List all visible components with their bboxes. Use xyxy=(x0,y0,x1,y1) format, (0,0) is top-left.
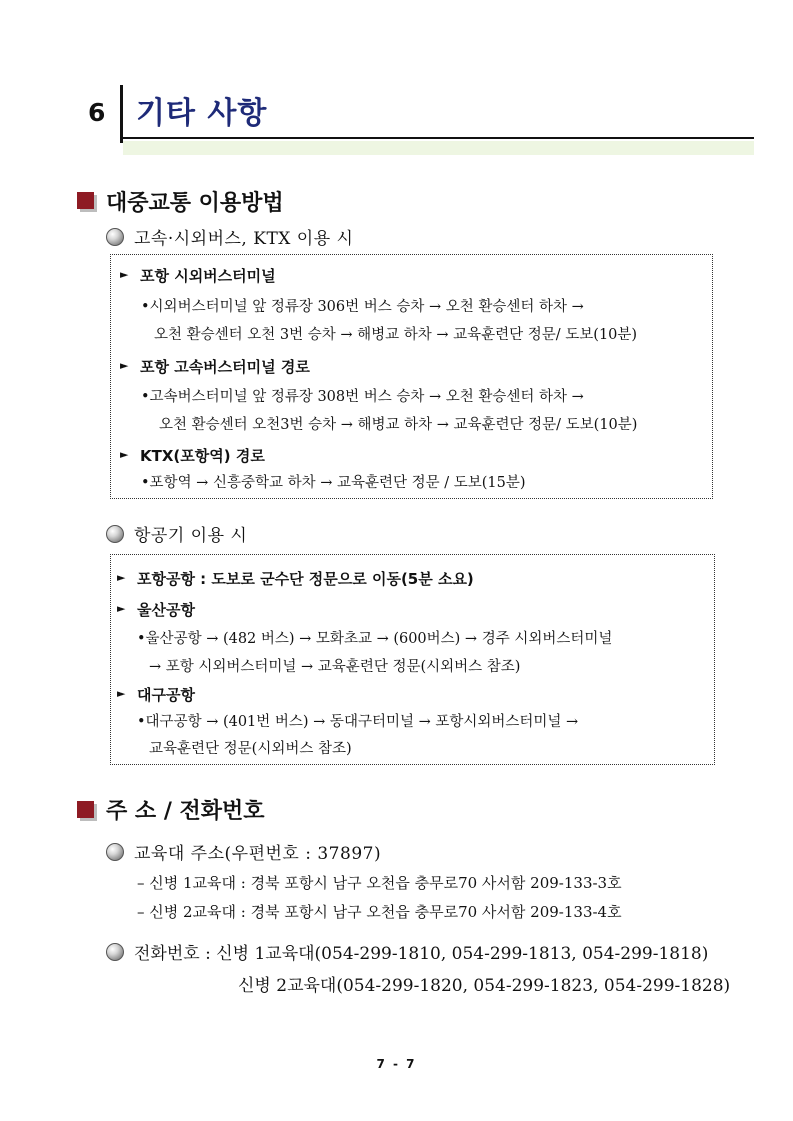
bullet-ball-icon xyxy=(106,943,124,961)
route-line: 오천 환승센터 오천3번 승차 → 해병교 하차 → 교육훈련단 정문/ 도보(10분) xyxy=(159,417,638,433)
address-line: – 신병 2교육대 : 경북 포항시 남구 오천읍 충무로70 사서함 209-133-4호 xyxy=(137,903,622,921)
address-line: – 신병 1교육대 : 경북 포항시 남구 오천읍 충무로70 사서함 209-133-3호 xyxy=(137,874,622,892)
route-line: → 포항 시외버스터미널 → 교육훈련단 정문(시외버스 참조) xyxy=(149,659,521,675)
route-line: •울산공항 → (482 버스) → 모화초교 → (600버스) → 경주 시외버스터미널 xyxy=(137,631,613,647)
route-line: •시외버스터미널 앞 정류장 306번 버스 승차 → 오천 환승센터 하차 → xyxy=(141,299,584,315)
triangle-bullet-icon: ► xyxy=(120,448,129,461)
address-label: 교육대 주소(우편번호 : 37897) xyxy=(134,844,382,864)
route-title: 포항 고속버스터미널 경로 xyxy=(140,358,310,376)
bullet-ball-icon xyxy=(106,843,124,861)
triangle-bullet-icon: ► xyxy=(120,268,129,281)
chapter-divider xyxy=(120,85,123,143)
phone-line-2: 신병 2교육대(054-299-1820, 054-299-1823, 054-299-1828) xyxy=(238,976,731,996)
bullet-ball-icon xyxy=(106,228,124,246)
route-title: 울산공항 xyxy=(137,601,195,619)
route-line: 오천 환승센터 오천 3번 승차 → 해병교 하차 → 교육훈련단 정문/ 도보(10분) xyxy=(154,327,638,343)
chapter-band xyxy=(123,141,754,155)
section-title-contact: 주 소 / 전화번호 xyxy=(106,799,265,824)
chapter-underline xyxy=(120,137,754,139)
route-title: 포항 시외버스터미널 xyxy=(140,267,276,285)
triangle-bullet-icon: ► xyxy=(117,571,126,584)
section-marker-icon xyxy=(77,192,94,209)
route-line: •포항역 → 신흥중학교 하차 → 교육훈련단 정문 / 도보(15분) xyxy=(141,475,526,491)
page-number: 7 - 7 xyxy=(376,1057,417,1071)
subsection-title-bus: 고속·시외버스, KTX 이용 시 xyxy=(134,229,354,249)
chapter-number: 6 xyxy=(88,98,106,127)
triangle-bullet-icon: ► xyxy=(117,602,126,615)
route-title: 대구공항 xyxy=(137,686,195,704)
triangle-bullet-icon: ► xyxy=(117,687,126,700)
route-line: 교육훈련단 정문(시외버스 참조) xyxy=(149,741,352,757)
section-title-transit: 대중교통 이용방법 xyxy=(106,191,284,216)
route-title: 포항공항 : 도보로 군수단 정문으로 이동(5분 소요) xyxy=(137,570,474,588)
route-line: •고속버스터미널 앞 정류장 308번 버스 승차 → 오천 환승센터 하차 → xyxy=(141,389,584,405)
phone-line-1: 전화번호 : 신병 1교육대(054-299-1810, 054-299-1813, 054-299-1818) xyxy=(134,944,709,964)
subsection-title-air: 항공기 이용 시 xyxy=(134,526,248,546)
air-route-box xyxy=(110,554,715,765)
bus-route-box xyxy=(110,254,713,499)
bullet-ball-icon xyxy=(106,525,124,543)
chapter-title: 기타 사항 xyxy=(136,96,268,131)
route-title: KTX(포항역) 경로 xyxy=(140,447,265,465)
section-marker-icon xyxy=(77,801,94,818)
triangle-bullet-icon: ► xyxy=(120,359,129,372)
route-line: •대구공항 → (401번 버스) → 동대구터미널 → 포항시외버스터미널 → xyxy=(137,714,579,730)
